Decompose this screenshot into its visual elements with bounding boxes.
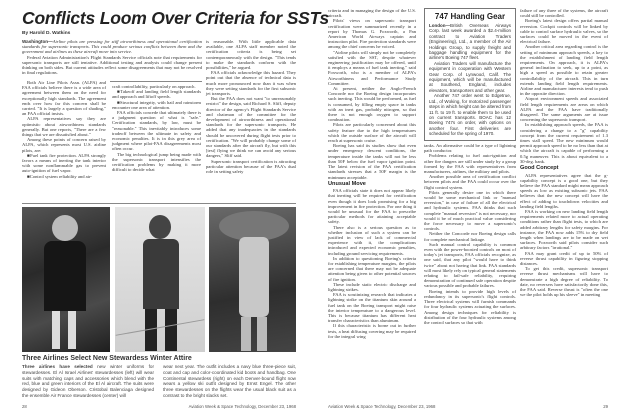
article-title: Conflicts Loom Over Criteria for SSTs: [22, 8, 330, 28]
paragraph: Another possible area of certification conflict between pilots and the FAA could occur over the flight control system.: [424, 174, 516, 190]
paragraph: Pilots are particularly concerned about this safety feature due to the high temperatures which the outside surface of the aircraft will reach at supersonic cruise.: [328, 122, 416, 144]
paragraph: In establishing approach speeds, the FAA is considering a change to a "g" capability concept from the current requirement of 1.3 times stall speed. The new minimum would permit approach speed to be no less than that at which the aircraft is capable of performing a 0.5g maneuver. This is about equivalent to a 30-deg. bank.: [520, 122, 608, 164]
paragraph: ■Control system reliability and air-: [27, 173, 92, 179]
box-title: 747 Handling Gear: [434, 12, 506, 21]
photo-caption-title: Three Airlines Select New Stewardess Winter Attire: [22, 355, 192, 362]
paragraph: Airport environment speeds and associated field length requirements are areas on which ALPA and the FAA have traditionally disagreed. The same arguments are at issue concerning the supersonic transport.: [520, 96, 608, 123]
paragraph: criteria and in managing the design of the U.S. aircraft.: [328, 8, 416, 19]
paragraph: Pilots generally desire one in which there would be some mechanical link or "manual reversion," in case of failure of all the electrical and hydraulic systems. FAA thinks that such complete "manual reversion" is not necessary, nor would it be of much practical value considering the force necessary to move a supersonic's controls.: [424, 189, 516, 232]
photo-caption-right: wear next year. The outfit includes a navy blue three-piece suit, coat and cap and color-coordinated kid boots and handbag. One Continental stewardess (right) on each Denver-bound flight now wears a yellow ski outfit designed by Ernst Engel. The other three stewardesses on the flights wear the usual black suit as a contrast to the bright slacks set.: [163, 364, 296, 398]
lede-paragraph: Airline pilots are pressing for stiff airworthiness and operational certification standards for supersonic transports. This could produce serious conflicts between them and the government and airlines as these aircraft move into service.: [22, 39, 202, 55]
page-number-right: 29: [603, 404, 608, 409]
paragraph: craft controllability, particularly on approach.: [112, 84, 196, 89]
divider: [110, 81, 202, 82]
paragraph: ■Fuel tank fire protection. ALPA strongly favors a means of inerting the tank interior with some nonflammable gas to prevent auto-ignition of fuel vapor.: [22, 152, 106, 174]
paragraph: Another critical area regarding control is the setting of minimum approach speeds, a key to the establishment of landing field length requirements. On approach, it is ALPA's general inclination to seek, up to a point, as high a speed as possible to retain greater controllability of the aircraft. This in turn extends landing field length requirements. Airline and manufacturer interests tend to push in the opposite direction.: [520, 44, 608, 97]
subhead-good-concept: Good Concept: [520, 165, 559, 172]
paragraph: Aviation Traders will manufacture the equipment in cooperation with Western Gear Corp. of Lynwood, Calif. The equipment, which will be manufactured at Southend, England, includes elevators, transporters and other gear.: [429, 60, 511, 93]
paragraph: ■Structural integrity, with hail and rainstorm encounter one area of attention.: [112, 99, 201, 110]
subhead-unusual-move: Unusual Move: [328, 180, 366, 187]
divider: [22, 203, 296, 204]
paragraph: Boeing's latest design offers partial manual reversion. Cockpit controls will be linked by cable to control surface hydraulic valves, so the surfaces could be moved in the event of electrical failure.: [520, 18, 608, 45]
paragraph: Neither the Concorde nor Boeing design calls for complete mechanical linkage.: [424, 231, 516, 242]
paragraph: ALPA representatives say they are optimistic about airworthiness standards generally. But one reports, "There are a few things that we are dissatisfied about.": [22, 116, 106, 138]
paragraph: "Airline pilots will simply not be completely satisfied with the SST, despite whatever engineering justification may be offered, until it employs a means of fuel tank inerting," said Foxworth, who is a member of ALPA's Airworthiness and Performance Study Committee.: [328, 49, 416, 86]
dateline: Washington—: [22, 39, 53, 44]
right-column-3: [520, 8, 608, 297]
photo-el-al-stewardess: [22, 207, 110, 352]
paragraph: Supersonic transport certification is attracting particular attention because of the FAA's dual role in setting safety: [206, 158, 296, 175]
paragraph: British Overseas Airways Corp. last week awarded a $2.4-million contract to Aviation Traders (Engineering), Ltd., a member of the Air Holdings Group, to supply freight and baggage handling equipment for the airline's Boeing 747 fleet.: [429, 23, 511, 61]
paragraph: The big technological jump being made with the supersonic transport intensifies the certification problems by making it more difficult to decide what: [112, 151, 201, 173]
paragraph: ■Takeoff and landing field length standards and approach and liftoff speeds.: [112, 89, 201, 100]
lede-paragraph: Federal Aviation Administration's Flight Standards Service officials note that requirements for supersonic transports are still tentative. Additional testing and analysis could change present thinking on both sides. But current attitudes reflect some disagreements that may not be resolved in final regulations.: [22, 54, 202, 76]
sidebar-box-747-handling-gear: [424, 8, 516, 141]
paragraph: FAA officials acknowledge this hazard. They point out that the absence of technical data is much more pronounced now than it was when they were setting standards for the first subsonic jet transports.: [206, 70, 296, 97]
paragraph: But the FAA does not want "to unreasonably restrict" the design, said Richard S. Sliff, deputy director of the agency's Flight Standards Service and chairman of the committee for the development of airworthiness and operational standards for the supersonic transports. He added that any inadequacies in the standards should be uncovered during flight tests prior to certification. "We will probably change some of our standards after the aircraft fly, but with this [test] flying we think we can avoid any serious dangers," Sliff said.: [206, 96, 296, 159]
column-1: [22, 80, 106, 179]
right-column-1: [328, 8, 416, 339]
paragraph: failure of any three of the systems, the aircraft could still be controlled.: [520, 8, 608, 19]
paragraph: FAA officials state it does not appear likely that inerting will be required for certification even though it does look promising for a big improvement in fire protection. For one thing it would be unusual for the FAA to prescribe particular methods for attaining acceptable safety.: [328, 188, 416, 225]
right-column-2: [424, 143, 516, 325]
caption-lead: Three airlines have selected: [22, 364, 93, 369]
paragraph: Such manual control capability is common even with the power-boosted controls on most of today's jet transports, FAA officials recognize, as one said, that any pilot "would have to think twice" about not having that link. FAA standards will most likely rely on typical general statements relating to fail-safe reliability, requiring demonstration of continued safe operation despite various possible and probable failures.: [424, 241, 516, 289]
paragraph: In addition to questioning Boeing's criteria for establishing temperature margins, the pilots are concerned that there may not be adequate attention being given to other potential sources of fire ignition.: [328, 255, 416, 282]
paragraph: Boeing intends to provide high levels of redundancy in its supersonic's flight controls. Three electrical systems will furnish commands for four hydraulic systems actuating the surfaces. Among design techniques for reliability is distribution of the four hydraulic systems among the control surfaces so that with: [424, 288, 516, 325]
photo-continental-stewardess: [209, 207, 296, 352]
box-dateline: London—: [429, 23, 450, 28]
paragraph: At present, neither the Anglo-French Concorde nor the Boeing design incorporates such inerting. This would be performed, as fuel is consumed, by filling empty space in tanks with an inert gas, probably nitrogen, so that there is not enough oxygen to support combustion.: [328, 86, 416, 123]
paragraph: There also is a serious question as to whether inclusion of such a system can be justified in view of lack of commercial experience with it, the complications introduced and expected economic penalties, including ground servicing requirements.: [328, 224, 416, 256]
photo-caption-left: [22, 364, 154, 399]
paragraph: Both Air Line Pilots Assn. (ALPA) and FAA officials believe there is a wide area of agreement between them on the need for exceptionally high standards. The agreement ends over how far this concern shall be carried. "It is largely a question of shading," an FAA official insists.: [22, 80, 106, 117]
paragraph: tanks. An alternative could be a type of lightning path conductor.: [424, 143, 516, 154]
paragraph: Boeing has said its studies show that even under emergency descent conditions, the temperature inside the tanks will not be less than 50F below the fuel vapor ignition point. The latest revision of the FAA certification standards stresses that a 50F margin is the minimum acceptable.: [328, 143, 416, 180]
paragraph: FAA may grant credit of up to 50% of reverse thrust capability in figuring stopping distances.: [520, 250, 608, 266]
article-lede: [22, 39, 202, 75]
photo-air-france-stewardess: [115, 207, 205, 352]
footer-right: Aviation Week & Space Technology, December 23, 1968: [328, 404, 436, 409]
paragraph: FAA is scrutinizing research that indicates a lightning strike on the titanium skin around a fuel tank on the Boeing transport might raise the interior temperature to a dangerous level. This is because titanium has different heat transfer characteristics than aluminum.: [328, 292, 416, 324]
paragraph: To get this credit, supersonic transport reverse thrust mechanisms will have to demonstrate a high degree of reliability. To date, no reversers have satisfactorily done this, the FAA said. Reverse thrust is "often the one we the pilot holds up his sleeve" in meeting: [520, 266, 608, 298]
footer-left: Aviation Week & Space Technology, December 23, 1968: [188, 404, 296, 409]
paragraph: If this characteristic is borne out in further tests, a heat diffusing covering may be required for the integral wing: [328, 323, 416, 339]
paragraph: Problems relating to fuel auto-ignition and other fire dangers are still under study by a group formed by the FAA with representatives from manufacturers, airlines, the military and pilots.: [424, 153, 516, 175]
byline: By Harold D. Watkins: [22, 31, 71, 36]
paragraph: FAA is working on new landing field length requirements related more to actual operating conditions rather than flight tests, to which are added arbitrary lengths for safety margins. For instance, the FAA now adds 15% to dry field length when landings are to be made on wet surfaces. Foxworth said pilots consider such arbitrary factors "irrational.": [520, 208, 608, 251]
caption-text: new winter uniforms for stewardesses. El Al Israel Airlines' stewardesses (left) will wear suits with matching caps and accessories which blend with the red, blue and green interiors of the El Al aircraft. The suits were designed by Gideon Oberson. Cristobal Balenciaga designed the ensemble Air France stewardesses (center) will: [22, 364, 154, 398]
column-2: [112, 84, 201, 172]
paragraph: is reasonable. With little applicable data available, one ALPA staff member noted the certification criteria is being set contemporaneously with the design. "This tends to make the standards conform with the possibilities," he argued.: [206, 39, 296, 71]
page-number-left: 28: [22, 404, 27, 409]
column-3: [206, 39, 296, 174]
paragraph: Another 747 order went to Edgetrue, Ltd., of Woking, for motorized passenger steps in which height can be altered from 11 ft. to 19 ft. to enable them to be used on current transports. BOAC has 12 Boeing 747s on order, with options on another four. First deliveries are scheduled for the spring of 1970.: [429, 93, 511, 137]
paragraph: ALPA representatives agree that the g-capability concept is a good one, but they believe the FAA standard might mean approach speeds as low as existing subsonic jets. FAA believes that the new concept will have the effect of adding to touchdown velocities and landing field lengths.: [520, 172, 608, 209]
paragraph: Among these points of concern raised by ALPA, which represents most U.S. airline pilots, are:: [22, 137, 106, 153]
paragraph: Pilots' views on supersonic transport certification were summarized recently in a report by Thomas G. Foxworth, a Pan American World Airways captain and instruction pilot. Fire protection standards were among the chief concerns he voiced.: [328, 18, 416, 50]
paragraph: FAA officials concede that ultimately there is a judgment question of what is "safe." Certification standards, by law, must be "reasonable." This inevitably introduces some tradeoff between the ultimate in safety and economic penalties. It is in this grey area of judgment where pilot-FAA disagreements most often occur.: [112, 110, 201, 152]
paragraph: These include static electric discharge and lightning strikes.: [328, 281, 416, 292]
